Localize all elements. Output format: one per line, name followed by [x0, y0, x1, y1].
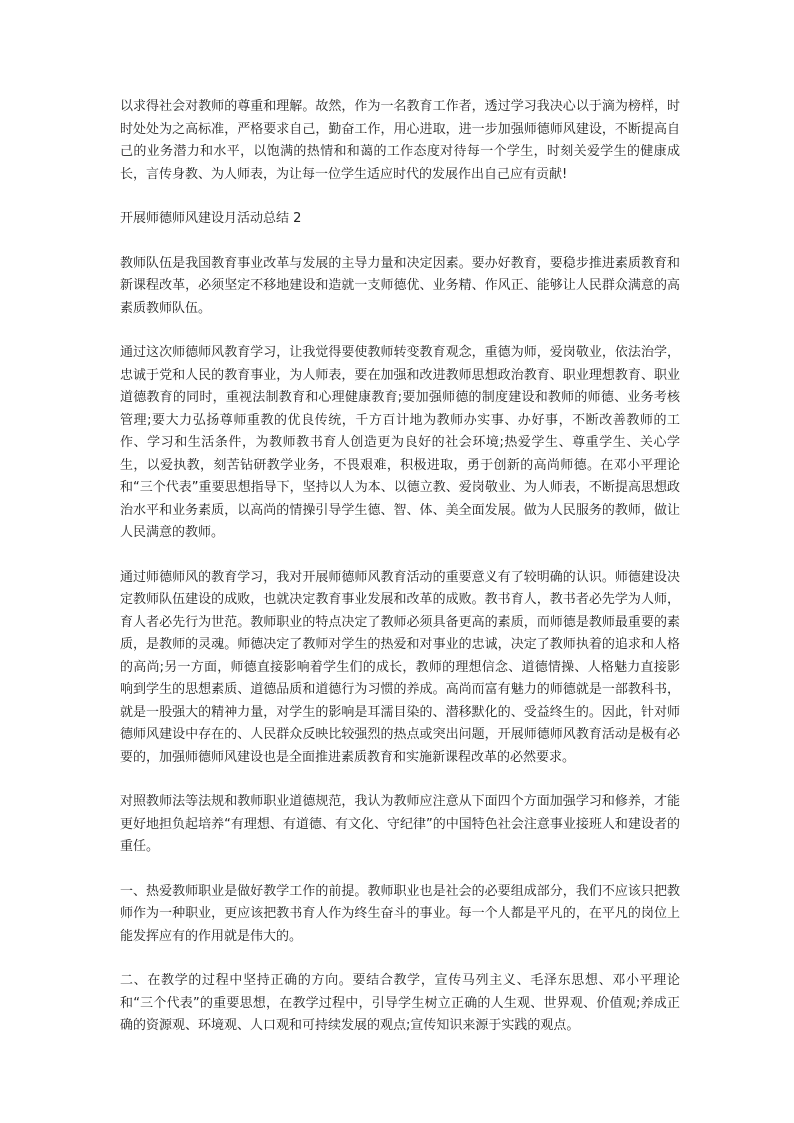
body-paragraph: 一、热爱教师职业是做好教学工作的前提。教师职业也是社会的必要组成部分，我们不应该只把教师作为一种职业，更应该把教书育人作为终生奋斗的事业。每一个人都是平凡的，在平凡的岗位上能发挥应有的作用就是伟大的。	[120, 883, 680, 944]
body-paragraph: 通过师德师风的教育学习，我对开展师德师风教育活动的重要意义有了较明确的认识。师德建设决定教师队伍建设的成败，也就决定教育事业发展和改革的成败。教书育人，教书者必先学为人师，育人者必先行为世范。教师职业的特点决定了教师必须具备更高的素质，而师德是教师最重要的素质，是教师的灵魂。师德决定了教师对学生的热爱和对事业的忠诚，决定了教师执着的追求和人格的高尚;另一方面，师德直接影响着学生们的成长，教师的理想信念、道德情操、人格魅力直接影响到学生的思想素质、道德品质和道德行为习惯的养成。高尚而富有魅力的师德就是一部教科书，就是一股强大的精神力量，对学生的影响是耳濡目染的、潜移默化的、受益终生的。因此，针对师德师风建设中存在的、人民群众反映比较强烈的热点或突出问题，开展师德师风教育活动是极有必要的，加强师德师风建设也是全面推进素质教育和实施新课程改革的必然要求。	[120, 569, 680, 765]
closing-paragraph: 以求得社会对教师的尊重和理解。故然，作为一名教育工作者，透过学习我决心以于滴为榜样，时时处处为之高标准，严格要求自己，勤奋工作，用心进取，进一步加强师德师风建设，不断提高自己的业务潜力和水平，以饱满的热情和和蔼的工作态度对待每一个学生，时刻关爱学生的健康成长，言传身教、为人师表，为让每一位学生适应时代的发展作出自己应有贡献!	[120, 99, 680, 182]
body-paragraph: 教师队伍是我国教育事业改革与发展的主导力量和决定因素。要办好教育，要稳步推进素质教育和新课程改革，必须坚定不移地建设和造就一支师德优、业务精、作风正、能够让人民群众满意的高素质教师队伍。	[120, 255, 680, 316]
document-page	[120, 96, 680, 1060]
section-title: 开展师德师风建设月活动总结 2	[120, 211, 302, 226]
body-paragraph: 对照教师法等法规和教师职业道德规范，我认为教师应注意从下面四个方面加强学习和修养，才能更好地担负起培养“有理想、有道德、有文化、守纪律”的中国特色社会注意事业接班人和建设者的重任。	[120, 794, 680, 854]
body-paragraph: 二、在教学的过程中坚持正确的方向。要结合教学，宣传马列主义、毛泽东思想、邓小平理论和“三个代表”的重要思想，在教学过程中，引导学生树立正确的人生观、世界观、价值观;养成正确的资源观、环境观、人口观和可持续发展的观点;宣传知识来源于实践的观点。	[120, 973, 680, 1033]
body-paragraph: 通过这次师德师风教育学习，让我觉得要使教师转变教育观念，重德为师，爱岗敬业，依法治学，忠诚于党和人民的教育事业，为人师表，要在加强和改进教师思想政治教育、职业理想教育、职业道德教育的同时，重视法制教育和心理健康教育;要加强师德的制度建设和教师的师德、业务考核管理;要大力弘扬尊师重教的优良传统，千方百计地为教师办实事、办好事，不断改善教师的工作、学习和生活条件，为教师教书育人创造更为良好的社会环境;热爱学生、尊重学生、关心学生，以爱执教，刻苦钻研教学业务，不畏艰难，积极进取，勇于创新的高尚师德。在邓小平理论和“三个代表”重要思想指导下，坚持以人为本、以德立教、爱岗敬业、为人师表，不断提高思想政治水平和业务素质，以高尚的情操引导学生德、智、体、美全面发展。做为人民服务的教师，做让人民满意的教师。	[120, 345, 680, 540]
